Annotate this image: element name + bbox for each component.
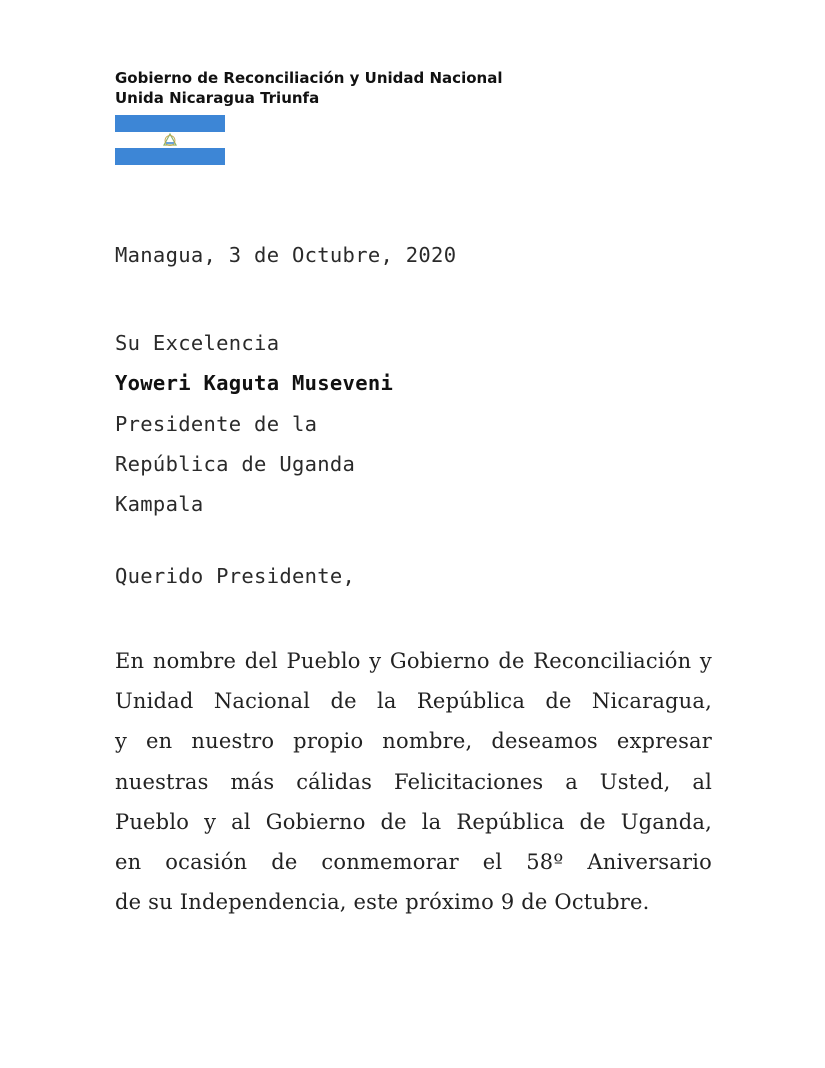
- letter-date: Managua, 3 de Octubre, 2020: [115, 243, 457, 267]
- letter-body: [115, 641, 712, 922]
- body-line: en ocasión de conmemorar el 58º Aniversario: [115, 850, 712, 875]
- addressee-city: Kampala: [115, 492, 204, 517]
- addressee-name: Yoweri Kaguta Museveni: [115, 371, 394, 396]
- body-line: Pueblo y al Gobierno de la República de Uganda,: [115, 809, 712, 834]
- addressee-position-line-2: República de Uganda: [115, 451, 356, 476]
- body-line: Unidad Nacional de la República de Nicaragua,: [115, 689, 712, 714]
- body-line: nuestras más cálidas Felicitaciones a Usted, al: [115, 769, 712, 794]
- nicaragua-flag-icon: [115, 115, 225, 165]
- addressee-position-line-1: Presidente de la: [115, 411, 318, 436]
- body-line: de su Independencia, este próximo 9 de Octubre.: [115, 890, 650, 915]
- salutation: Querido Presidente,: [115, 564, 356, 588]
- letterhead-slogan: Unida Nicaragua Triunfa: [115, 89, 320, 107]
- body-line: En nombre del Pueblo y Gobierno de Reconciliación y: [115, 649, 712, 673]
- letterhead: [115, 68, 502, 108]
- addressee-title: Su Excelencia: [115, 331, 280, 355]
- letterhead-government-name: Gobierno de Reconciliación y Unidad Nacional: [115, 69, 503, 87]
- addressee-block: [115, 323, 393, 524]
- body-line: y en nuestro propio nombre, deseamos expresar: [115, 729, 712, 754]
